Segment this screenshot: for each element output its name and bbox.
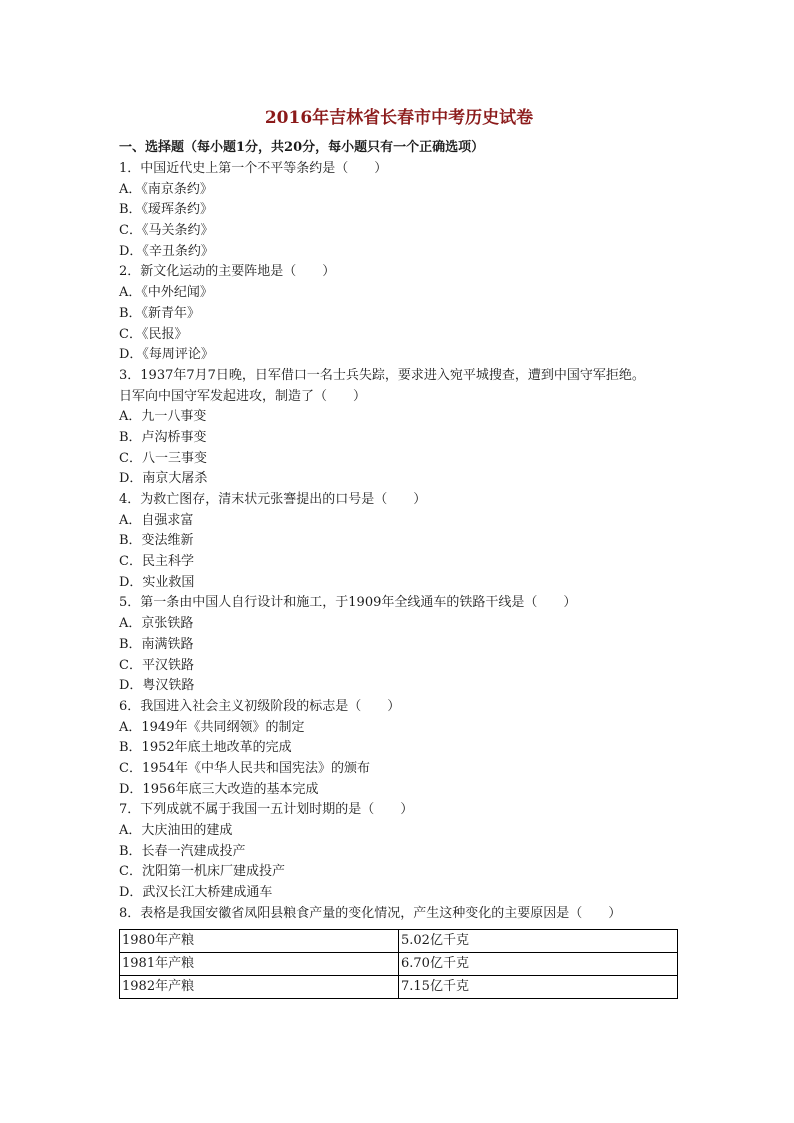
question-6-option-b: B．1952年底土地改革的完成 <box>119 740 292 756</box>
question-8-stem: 8．表格是我国安徽省凤阳县粮食产量的变化情况，产生这种变化的主要原因是（ ） <box>119 905 622 921</box>
question-4-option-c: C．民主科学 <box>119 554 194 570</box>
table-row <box>120 976 678 999</box>
question-3-stem-continued: 日军向中国守军发起进攻，制造了（ ） <box>119 388 367 404</box>
question-1-option-d: D．《辛丑条约》 <box>119 243 214 259</box>
question-5-option-b: B．南满铁路 <box>119 636 194 652</box>
question-3-option-a: A．九一八事变 <box>119 409 207 425</box>
question-7-option-c: C．沈阳第一机床厂建成投产 <box>119 864 285 880</box>
question-5-option-d: D．粤汉铁路 <box>119 678 195 694</box>
question-1-option-c: C．《马关条约》 <box>119 223 214 239</box>
question-4-option-d: D．实业救国 <box>119 574 195 590</box>
table-cell-year: 1980年产粮 <box>120 930 399 953</box>
question-7-stem: 7．下列成就不属于我国一五计划时期的是（ ） <box>119 802 414 818</box>
table-cell-output: 7.15亿千克 <box>399 976 678 999</box>
table-row <box>120 953 678 976</box>
question-4-option-b: B．变法维新 <box>119 533 194 549</box>
question-2-option-a: A．《中外纪闻》 <box>119 285 213 301</box>
table-cell-year: 1981年产粮 <box>120 953 399 976</box>
question-5-option-a: A．京张铁路 <box>119 616 194 632</box>
question-3-option-c: C．八一三事变 <box>119 450 207 466</box>
question-6-option-c: C．1954年《中华人民共和国宪法》的颁布 <box>119 760 371 776</box>
question-7-option-a: A．大庆油田的建成 <box>119 823 233 838</box>
question-2-option-d: D．《每周评论》 <box>119 347 214 363</box>
section-heading: 一、选择题（每小题1分，共20分，每小题只有一个正确选项） <box>119 140 485 155</box>
question-list <box>119 159 684 924</box>
table-cell-output: 6.70亿千克 <box>399 953 678 976</box>
question-1-option-b: B．《瑷珲条约》 <box>119 202 214 218</box>
question-4-option-a: A．自强求富 <box>119 512 194 528</box>
grain-output-table <box>119 929 678 999</box>
question-3-option-b: B．卢沟桥事变 <box>119 429 207 445</box>
question-5-stem: 5．第一条由中国人自行设计和施工，于1909年全线通车的铁路干线是（ ） <box>119 595 577 611</box>
exam-title: 2016年吉林省长春市中考历史试卷 <box>264 108 534 128</box>
question-5-option-c: C．平汉铁路 <box>119 657 194 673</box>
question-6-stem: 6．我国进入社会主义初级阶段的标志是（ ） <box>119 698 401 714</box>
table-row <box>120 930 678 953</box>
table-cell-year: 1982年产粮 <box>120 976 399 999</box>
question-2-stem: 2．新文化运动的主要阵地是（ ） <box>119 264 336 280</box>
table-cell-output: 5.02亿千克 <box>399 930 678 953</box>
question-6-option-d: D．1956年底三大改造的基本完成 <box>119 781 319 797</box>
question-3-stem: 3．1937年7月7日晚，日军借口一名士兵失踪，要求进入宛平城搜查，遭到中国守军拒绝。 <box>119 367 645 383</box>
question-1-option-a: A．《南京条约》 <box>119 181 213 197</box>
question-7-option-b: B．长春一汽建成投产 <box>119 843 246 859</box>
question-2-option-b: B．《新青年》 <box>119 305 201 321</box>
question-1-stem: 1．中国近代史上第一个不平等条约是（ ） <box>119 161 388 176</box>
question-4-stem: 4．为救亡图存，清末状元张謇提出的口号是（ ） <box>119 492 427 507</box>
question-2-option-c: C．《民报》 <box>119 326 188 342</box>
question-7-option-d: D．武汉长江大桥建成通车 <box>119 885 273 901</box>
question-6-option-a: A．1949年《共同纲领》的制定 <box>119 719 305 735</box>
question-3-option-d: D．南京大屠杀 <box>119 471 208 487</box>
